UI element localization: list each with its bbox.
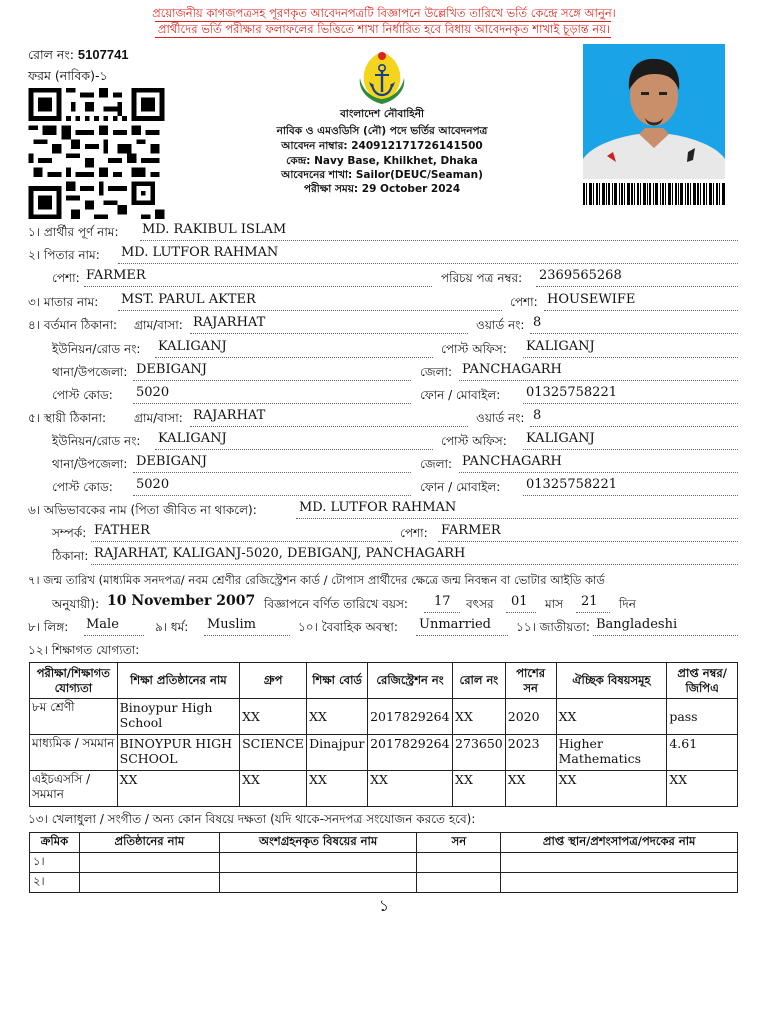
table-cell (417, 853, 501, 873)
dotted-line (133, 403, 411, 404)
table-cell: ১। (30, 853, 80, 873)
dotted-line (459, 380, 738, 381)
district-label: জেলা: (420, 365, 453, 379)
table-cell: BINOYPUR HIGH SCHOOL (117, 735, 239, 771)
dotted-line (523, 357, 738, 358)
table-row (30, 771, 738, 807)
roll-value: 5107741 (77, 47, 129, 62)
table-cell: Binoypur High School (117, 699, 239, 735)
present-phone: 01325758221 (526, 385, 617, 400)
permanent-village: RAJARHAT (193, 408, 266, 423)
dotted-line (523, 495, 738, 496)
age-label: বিজ্ঞাপনে বর্ণিত তারিখে বয়স: (264, 597, 408, 611)
table-row (30, 853, 738, 873)
dotted-line (155, 449, 433, 450)
father-id-number: 2369565268 (539, 268, 622, 283)
mother-occupation-label: পেশা: (510, 295, 538, 309)
form-title: নাবিক ও এমওডিসি (নৌ) পদে ভর্তির আবেদনপত্র (276, 125, 488, 137)
table-cell: মাধ্যমিক / সমমান (30, 735, 118, 771)
roll-number (28, 47, 129, 67)
guardian-address: RAJARHAT, KALIGANJ-5020, DEBIGANJ, PANCHAGARH (94, 546, 466, 561)
column-header: শিক্ষা বোর্ড (307, 663, 368, 699)
months-label: মাস (545, 597, 564, 611)
navy-emblem-icon (352, 48, 412, 106)
present-postcode: 5020 (136, 385, 170, 400)
column-header: রোল নং (453, 663, 506, 699)
education-header-row (30, 663, 738, 699)
district-label: জেলা: (420, 457, 453, 471)
present-thana: DEBIGANJ (136, 362, 207, 377)
qr-code-icon (28, 88, 165, 219)
table-cell: pass (667, 699, 738, 735)
sports-label: ১৩। খেলাধুলা / সংগীত / অন্য কোন বিষয়ে দক্ষতা (যদি থাকে-সনদপত্র সংযোজন করতে হবে): (28, 812, 476, 826)
applicant-photo (583, 44, 725, 179)
sports-header-row (30, 833, 738, 853)
dotted-line (523, 403, 738, 404)
father-occupation: FARMER (86, 268, 146, 283)
permanent-address-label: ৫। স্থায়ী ঠিকানা: (28, 411, 107, 425)
age-days: 21 (581, 594, 598, 609)
nationality-label: ১১। জাতীয়তা: (516, 620, 590, 634)
table-cell (417, 873, 501, 893)
column-header: রেজিস্ট্রেশন নং (368, 663, 453, 699)
present-district: PANCHAGARH (462, 362, 562, 377)
notice-underline-2 (155, 37, 611, 38)
permanent-phone: 01325758221 (526, 477, 617, 492)
dotted-line (544, 310, 738, 311)
notice-line-2: প্রার্থীদের ভর্তি পরীক্ষার ফলাফলের ভিত্তিতে শাখা নির্ধারিত হবে বিধায় আবেদনকৃত শাখাই চূড়ান্ত নয়। (157, 22, 611, 36)
table-row (30, 735, 738, 771)
application-number: আবেদন নাম্বার: 240912171726141500 (281, 140, 483, 152)
post-office-label: পোস্ট অফিস: (441, 342, 507, 356)
age-months: 01 (511, 594, 528, 609)
dotted-line (133, 472, 411, 473)
applied-branch: আবেদনের শাখা: Sailor(DEUC/Seaman) (281, 169, 483, 181)
dotted-line (118, 263, 738, 264)
days-label: দিন (619, 597, 636, 611)
dob-label-cont: অনুযায়ী): (52, 597, 100, 611)
dotted-line (530, 333, 738, 334)
union-label: ইউনিয়ন/রোড নং: (52, 342, 141, 356)
table-cell: XX (453, 699, 506, 735)
present-address-label: ৪। বর্তমান ঠিকানা: (28, 318, 118, 332)
column-header: ক্রমিক (30, 833, 80, 853)
present-union: KALIGANJ (158, 339, 227, 354)
exam-time: পরীক্ষা সময়: 29 October 2024 (303, 183, 461, 195)
permanent-union: KALIGANJ (158, 431, 227, 446)
dotted-line (190, 333, 468, 334)
table-cell (79, 873, 219, 893)
table-cell: Dinajpur (307, 735, 368, 771)
dotted-line (523, 449, 738, 450)
relation-label: সম্পর্ক: (52, 526, 87, 540)
permanent-ward: 8 (533, 408, 542, 423)
table-cell: SCIENCE (240, 735, 307, 771)
column-header: সন (417, 833, 501, 853)
dotted-line (190, 426, 468, 427)
table-cell: 2020 (505, 699, 556, 735)
dotted-line (133, 495, 411, 496)
mother-name: MST. PARUL AKTER (121, 292, 256, 307)
village-label: গ্রাম/বাসা: (134, 318, 183, 332)
dotted-line (576, 612, 610, 613)
postcode-label: পোস্ট কোড: (52, 388, 113, 402)
table-cell: XX (556, 771, 667, 807)
dotted-line (296, 518, 738, 519)
table-cell (501, 873, 738, 893)
form-label: ফরম (নাবিক)-১ (28, 68, 108, 83)
table-cell (79, 853, 219, 873)
table-cell: XX (667, 771, 738, 807)
sex-label: ৮। লিঙ্গ: (28, 620, 69, 634)
religion-value: Muslim (207, 617, 256, 632)
present-post-office: KALIGANJ (526, 339, 595, 354)
permanent-postcode: 5020 (136, 477, 170, 492)
roll-label: রোল নং: (28, 47, 74, 62)
table-cell (501, 853, 738, 873)
post-office-label: পোস্ট অফিস: (441, 434, 507, 448)
column-header: অংশগ্রহনকৃত বিষয়ের নাম (219, 833, 417, 853)
dotted-line (84, 286, 432, 287)
education-label: ১২। শিক্ষাগত যোগ্যতা: (28, 643, 140, 657)
table-cell (219, 873, 417, 893)
ward-label: ওয়ার্ড নং: (476, 411, 525, 425)
table-row (30, 699, 738, 735)
dotted-line (91, 564, 738, 565)
father-occupation-label: পেশা: (52, 271, 80, 285)
guardian-relation: FATHER (94, 523, 150, 538)
table-cell: 273650 (453, 735, 506, 771)
exam-center: কেন্দ্র: Navy Base, Khilkhet, Dhaka (286, 155, 478, 167)
notice-line-1: প্রয়োজনীয় কাগজপত্রসহ পূরণকৃত আবেদনপত্রটি বিজ্ঞাপনে উল্লেখিত তারিখে ভর্তি কেন্দ্রে সঙ্গে আনুন। (152, 6, 616, 20)
name-label: ১। প্রার্থীর পূর্ণ নাম: (28, 225, 119, 239)
permanent-district: PANCHAGARH (462, 454, 562, 469)
barcode-icon (583, 183, 725, 205)
marital-value: Unmarried (419, 617, 492, 632)
table-cell: XX (240, 771, 307, 807)
dotted-line (416, 635, 508, 636)
table-cell: ২। (30, 873, 80, 893)
father-name: MD. LUTFOR RAHMAN (121, 245, 279, 260)
column-header: গ্রুপ (240, 663, 307, 699)
sex-value: Male (86, 617, 119, 632)
nationality-value: Bangladeshi (596, 617, 678, 632)
table-cell: ৮ম শ্রেণী (30, 699, 118, 735)
age-years: 17 (434, 594, 451, 609)
present-ward: 8 (533, 315, 542, 330)
father-label: ২। পিতার নাম: (28, 248, 100, 262)
table-cell: XX (368, 771, 453, 807)
dotted-line (459, 472, 738, 473)
permanent-post-office: KALIGANJ (526, 431, 595, 446)
column-header: পাশের সন (505, 663, 556, 699)
marital-label: ১০। বৈবাহিক অবস্থা: (298, 620, 398, 634)
sports-table (29, 832, 738, 893)
dotted-line (133, 380, 411, 381)
dotted-line (424, 612, 460, 613)
table-cell: XX (307, 699, 368, 735)
dotted-line (593, 635, 738, 636)
dob-label: ৭। জন্ম তারিখ (মাধ্যমিক সনদপত্র/ নবম শ্রেণীর রেজিস্ট্রেশন কার্ড / টোপাস প্রার্থীদের ক্ষেত্রে জন্ম নিবন্ধন বা ভোটার আইডি কার্ড (28, 573, 605, 587)
mother-label: ৩। মাতার নাম: (28, 295, 99, 309)
father-id-label: পরিচয় পত্র নম্বর: (441, 271, 523, 285)
phone-label: ফোন / মোবাইল: (420, 480, 501, 494)
table-cell: XX (453, 771, 506, 807)
column-header: শিক্ষা প্রতিষ্ঠানের নাম (117, 663, 239, 699)
column-header: পরীক্ষা/শিক্ষাগত যোগ্যতা (30, 663, 118, 699)
column-header: প্রাপ্ত নম্বর/জিপিএ (667, 663, 738, 699)
dotted-line (118, 310, 502, 311)
ward-label: ওয়ার্ড নং: (476, 318, 525, 332)
table-cell (219, 853, 417, 873)
years-label: বৎসর (466, 597, 494, 611)
present-village: RAJARHAT (193, 315, 266, 330)
union-label: ইউনিয়ন/রোড নং: (52, 434, 141, 448)
dotted-line (530, 426, 738, 427)
dotted-line (204, 635, 290, 636)
dotted-line (140, 240, 738, 241)
dotted-line (84, 635, 144, 636)
date-of-birth: 10 November 2007 (107, 593, 256, 609)
table-cell: XX (505, 771, 556, 807)
table-cell: Higher Mathematics (556, 735, 667, 771)
table-cell: এইচএসসি / সমমান (30, 771, 118, 807)
phone-label: ফোন / মোবাইল: (420, 388, 501, 402)
dotted-line (438, 541, 738, 542)
table-cell: 2023 (505, 735, 556, 771)
dotted-line (506, 612, 536, 613)
guardian-occupation: FARMER (441, 523, 501, 538)
table-cell: 2017829264 (368, 735, 453, 771)
table-row (30, 873, 738, 893)
guardian-address-label: ঠিকানা: (52, 549, 89, 563)
page-number: ১ (378, 896, 390, 915)
guardian-name: MD. LUTFOR RAHMAN (299, 500, 457, 515)
dotted-line (91, 541, 392, 542)
permanent-thana: DEBIGANJ (136, 454, 207, 469)
mother-occupation: HOUSEWIFE (547, 292, 636, 307)
religion-label: ৯। ধর্ম: (155, 620, 189, 634)
column-header: প্রতিষ্ঠানের নাম (79, 833, 219, 853)
guardian-occupation-label: পেশা: (400, 526, 428, 540)
table-cell: 2017829264 (368, 699, 453, 735)
org-name: বাংলাদেশ নৌবাহিনী (339, 108, 425, 120)
table-cell: XX (307, 771, 368, 807)
dotted-line (155, 357, 433, 358)
education-table (29, 662, 738, 807)
column-header: ঐচ্ছিক বিষয়সমূহ (556, 663, 667, 699)
guardian-label: ৬। অভিভাবকের নাম (পিতা জীবিত না থাকলে): (28, 503, 257, 517)
dotted-line (536, 286, 738, 287)
column-header: প্রাপ্ত স্থান/প্রশংসাপত্র/পদকের নাম (501, 833, 738, 853)
table-cell: XX (556, 699, 667, 735)
table-cell: 4.61 (667, 735, 738, 771)
applicant-name: MD. RAKIBUL ISLAM (142, 222, 287, 237)
table-cell: XX (117, 771, 239, 807)
village-label: গ্রাম/বাসা: (134, 411, 183, 425)
thana-label: থানা/উপজেলা: (52, 457, 128, 471)
thana-label: থানা/উপজেলা: (52, 365, 128, 379)
postcode-label: পোস্ট কোড: (52, 480, 113, 494)
table-cell: XX (240, 699, 307, 735)
